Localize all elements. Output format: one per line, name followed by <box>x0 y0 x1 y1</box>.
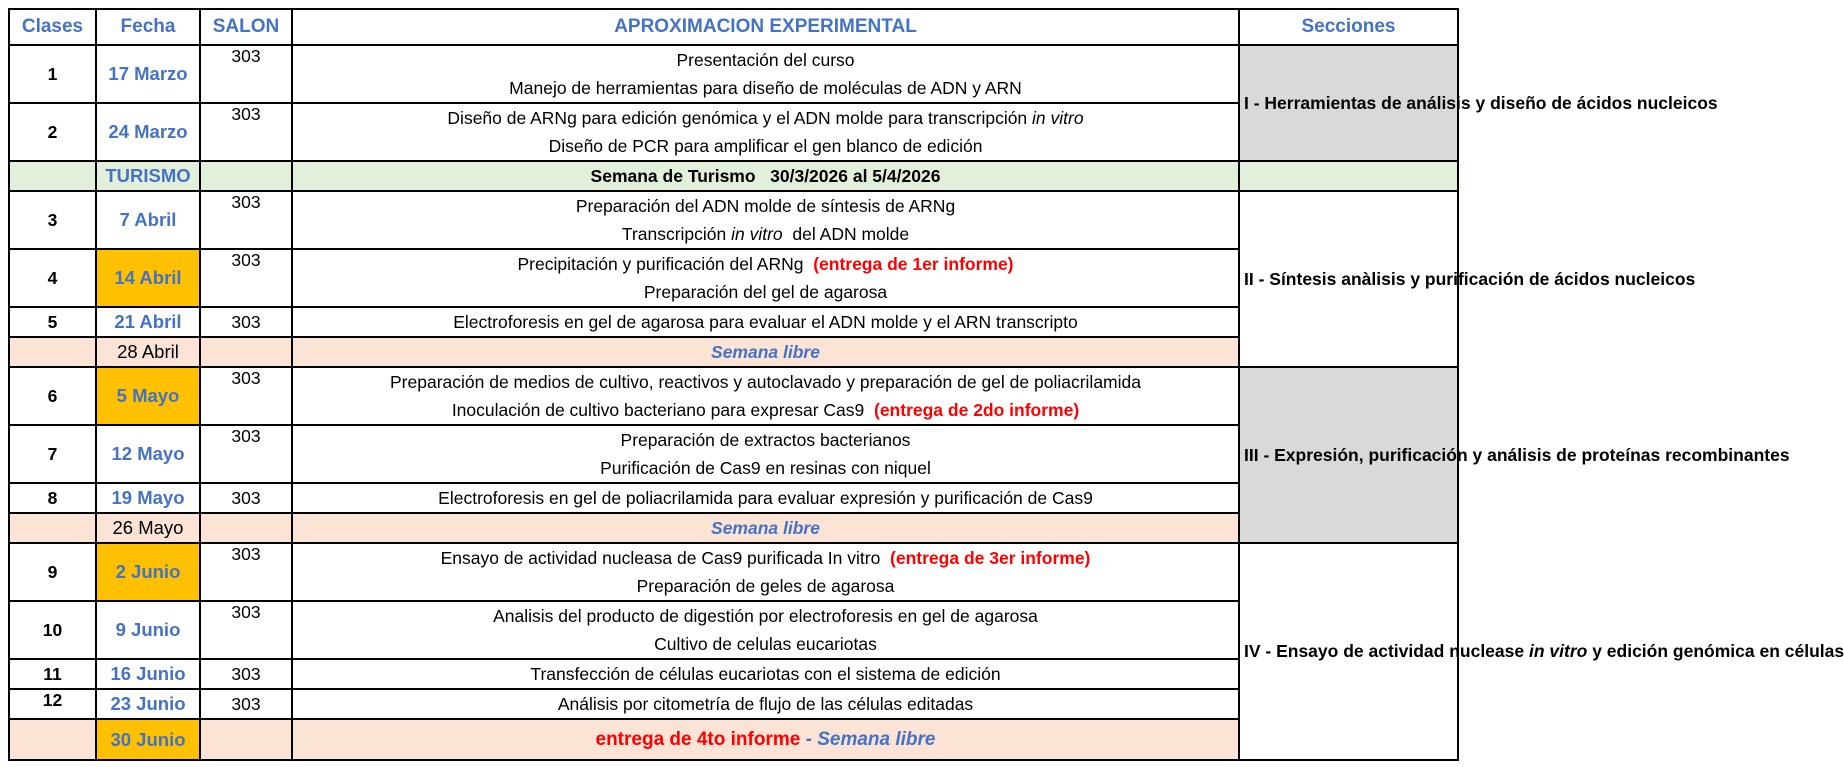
class-room: 303 <box>200 367 292 425</box>
class-room: 303 <box>200 425 292 483</box>
table-row <box>9 191 1458 249</box>
activity-text: del ADN molde <box>782 224 910 244</box>
report-due-badge: (entrega de 2do informe) <box>874 400 1080 420</box>
activity-cell: Transfección de células eucariotas con el sistema de edición <box>292 659 1239 689</box>
empty-cell <box>200 513 292 543</box>
empty-cell <box>200 337 292 367</box>
activity-line <box>297 220 1234 248</box>
empty-cell <box>9 513 96 543</box>
course-schedule-table <box>8 8 1844 761</box>
activity-text: Ensayo de actividad nucleasa de Cas9 purificada In vitro <box>440 548 891 568</box>
class-number: 8 <box>9 483 96 513</box>
class-date: 23 Junio <box>96 689 200 719</box>
activity-text: Diseño de ARNg para edición genómica y el ADN molde para transcripción <box>447 108 1033 128</box>
free-week-text: Semana libre <box>292 513 1239 543</box>
activity-cell <box>292 249 1239 307</box>
class-number: 1 <box>9 45 96 103</box>
activity-cell <box>292 103 1239 161</box>
table-row <box>9 367 1458 425</box>
activity-cell: Análisis por citometría de flujo de las células editadas <box>292 689 1239 719</box>
class-room: 303 <box>200 601 292 659</box>
class-number: 9 <box>9 543 96 601</box>
class-number: 5 <box>9 307 96 337</box>
class-date: 17 Marzo <box>96 45 200 103</box>
italic-text: in vitro <box>1528 641 1588 661</box>
class-number: 6 <box>9 367 96 425</box>
class-date: 5 Mayo <box>96 367 200 425</box>
class-date: 14 Abril <box>96 249 200 307</box>
empty-cell <box>9 161 96 191</box>
activity-line: Preparación de medios de cultivo, reactivos y autoclavado y preparación de gel de poliacrilamida <box>390 372 1141 392</box>
class-room: 303 <box>200 249 292 307</box>
activity-text: Precipitación y purificación del ARNg <box>517 254 814 274</box>
header-fecha: Fecha <box>96 9 200 45</box>
header-clases: Clases <box>9 9 96 45</box>
activity-line: Presentación del curso <box>676 50 855 70</box>
tourism-text: Semana de Turismo 30/3/2026 al 5/4/2026 <box>292 161 1239 191</box>
empty-cell <box>1239 161 1458 191</box>
activity-line <box>297 104 1234 132</box>
header-aproximacion: APROXIMACION EXPERIMENTAL <box>292 9 1239 45</box>
header-row <box>9 9 1458 45</box>
activity-line <box>297 544 1234 572</box>
class-date: 7 Abril <box>96 191 200 249</box>
activity-line: Preparación de extractos bacterianos <box>620 430 911 450</box>
class-date: 12 Mayo <box>96 425 200 483</box>
class-date: 21 Abril <box>96 307 200 337</box>
empty-cell <box>200 719 292 760</box>
activity-cell <box>292 601 1239 659</box>
class-date: 28 Abril <box>96 337 200 367</box>
class-number: 4 <box>9 249 96 307</box>
class-date: 16 Junio <box>96 659 200 689</box>
activity-cell: Electroforesis en gel de poliacrilamida para evaluar expresión y purificación de Cas9 <box>292 483 1239 513</box>
class-number: 7 <box>9 425 96 483</box>
class-date: 26 Mayo <box>96 513 200 543</box>
italic-text: in vitro <box>1032 108 1084 128</box>
section-3: III - Expresión, purificación y análisis de proteínas recombinantes <box>1239 367 1458 543</box>
class-room: 303 <box>200 659 292 689</box>
empty-cell <box>200 161 292 191</box>
activity-text: Transcripción <box>621 224 732 244</box>
activity-line: Manejo de herramientas para diseño de moléculas de ADN y ARN <box>509 78 1022 98</box>
class-number: 12 <box>9 689 96 719</box>
empty-cell <box>9 719 96 760</box>
class-room: 303 <box>200 103 292 161</box>
report-due-badge: entrega de 4to informe <box>595 728 801 750</box>
activity-cell: Electroforesis en gel de agarosa para evaluar el ADN molde y el ARN transcripto <box>292 307 1239 337</box>
class-room: 303 <box>200 307 292 337</box>
activity-line: Diseño de PCR para amplificar el gen blanco de edición <box>548 136 983 156</box>
activity-line: Purificación de Cas9 en resinas con niquel <box>600 458 931 478</box>
final-text <box>292 719 1239 760</box>
activity-line <box>297 396 1234 424</box>
class-number: 10 <box>9 601 96 659</box>
activity-cell <box>292 543 1239 601</box>
class-room: 303 <box>200 689 292 719</box>
class-date: 24 Marzo <box>96 103 200 161</box>
activity-line: Preparación de geles de agarosa <box>636 576 895 596</box>
section-1: I - Herramientas de análisis y diseño de ácidos nucleicos <box>1239 45 1458 161</box>
class-room: 303 <box>200 45 292 103</box>
header-secciones: Secciones <box>1239 9 1458 45</box>
class-number: 11 <box>9 659 96 689</box>
section-text: IV - Ensayo de actividad nuclease <box>1244 641 1529 661</box>
table-row <box>9 45 1458 103</box>
section-text: y edición genómica en células <box>1587 641 1844 661</box>
report-due-badge: (entrega de 3er informe) <box>890 548 1091 568</box>
activity-line: Preparación del gel de agarosa <box>643 282 888 302</box>
free-week-text: Semana libre <box>292 337 1239 367</box>
class-date: 19 Mayo <box>96 483 200 513</box>
class-date: 30 Junio <box>96 719 200 760</box>
section-2: II - Síntesis anàlisis y purificación de ácidos nucleicos <box>1239 191 1458 367</box>
class-room: 303 <box>200 483 292 513</box>
italic-text: in vitro <box>731 224 783 244</box>
report-due-badge: (entrega de 1er informe) <box>813 254 1014 274</box>
class-room: 303 <box>200 543 292 601</box>
section-4 <box>1239 543 1844 760</box>
activity-line: Cultivo de celulas eucariotas <box>654 634 877 654</box>
tourism-row <box>9 161 1458 191</box>
activity-line: Analisis del producto de digestión por electroforesis en gel de agarosa <box>493 606 1038 626</box>
class-date: 2 Junio <box>96 543 200 601</box>
activity-text: Inoculación de cultivo bacteriano para expresar Cas9 <box>451 400 874 420</box>
activity-cell <box>292 425 1239 483</box>
activity-line <box>297 250 1234 278</box>
empty-cell <box>9 337 96 367</box>
activity-cell <box>292 191 1239 249</box>
table-row <box>9 543 1458 601</box>
class-date: 9 Junio <box>96 601 200 659</box>
free-week-text: - Semana libre <box>800 728 936 750</box>
class-number: 2 <box>9 103 96 161</box>
class-room: 303 <box>200 191 292 249</box>
class-date: TURISMO <box>96 161 200 191</box>
activity-cell <box>292 45 1239 103</box>
class-number: 3 <box>9 191 96 249</box>
header-salon: SALON <box>200 9 292 45</box>
activity-line: Preparación del ADN molde de síntesis de ARNg <box>575 196 956 216</box>
activity-cell <box>292 367 1239 425</box>
